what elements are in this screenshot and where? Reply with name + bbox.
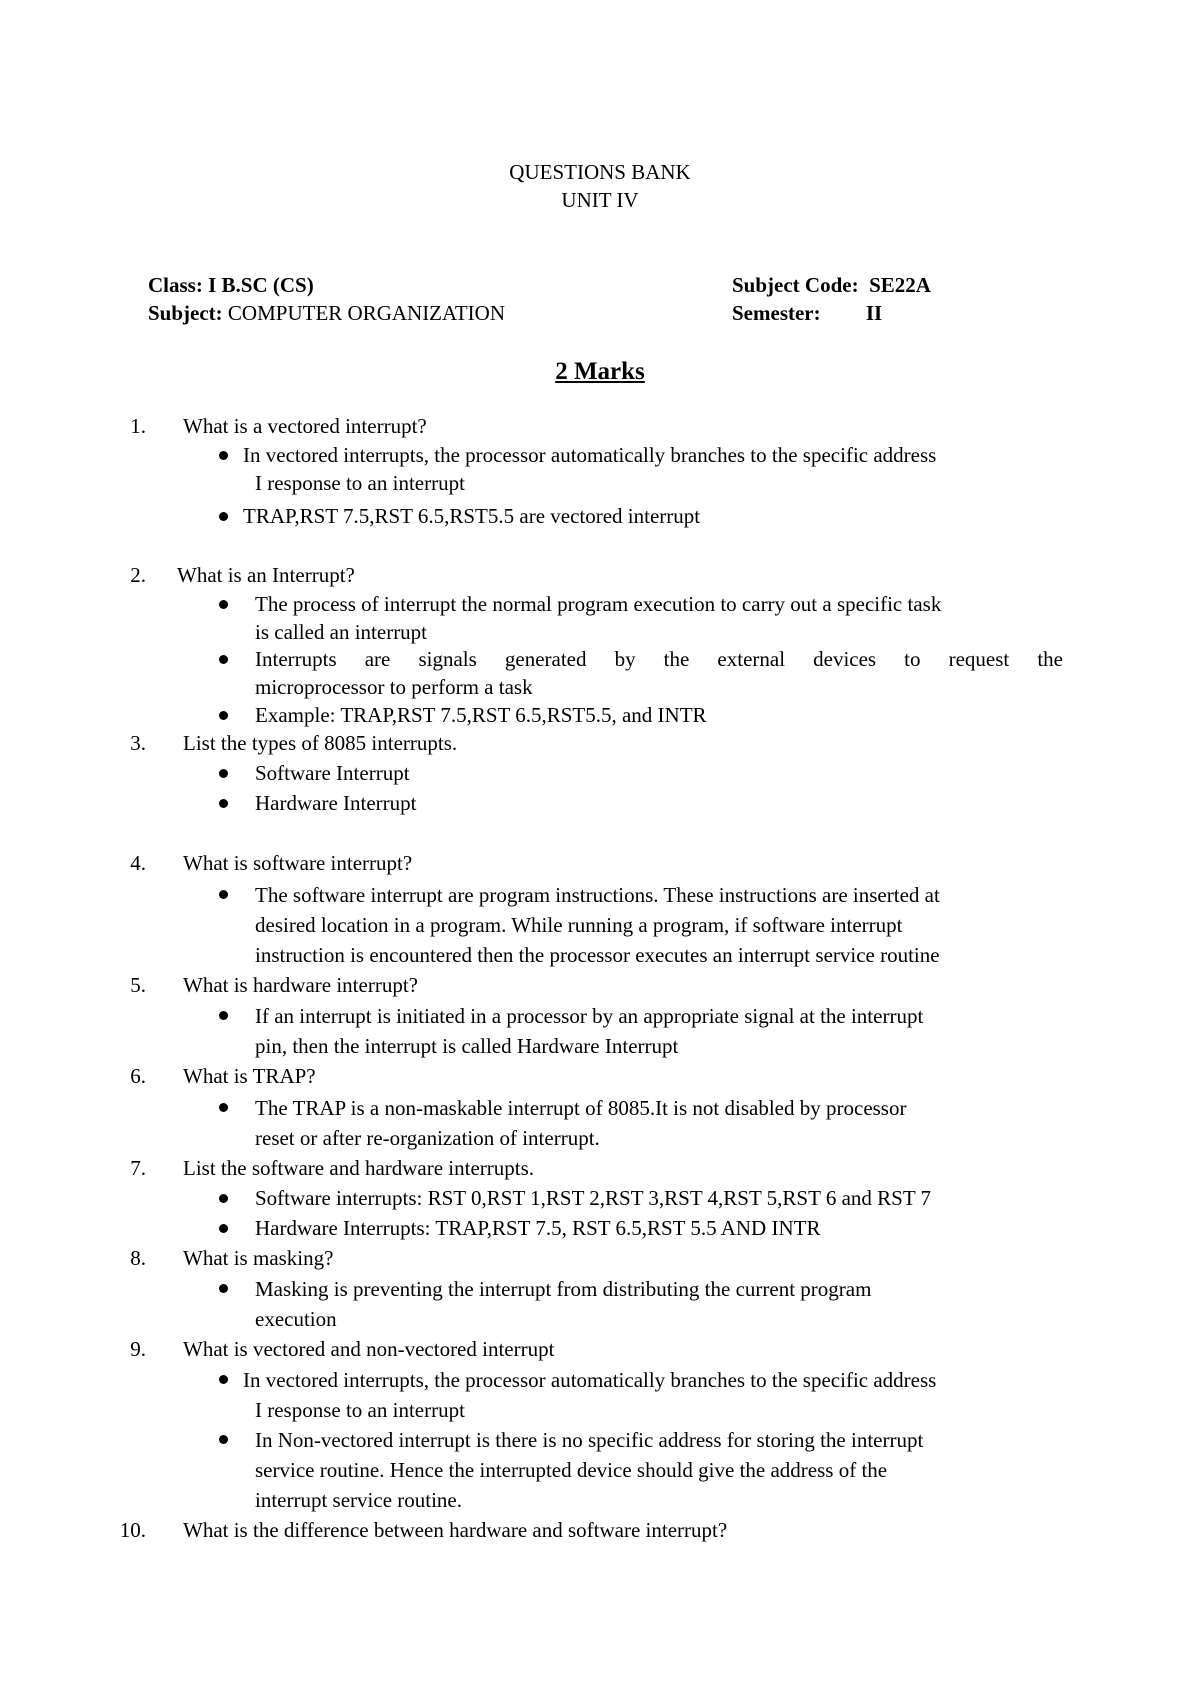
bullet-line: execution	[255, 1307, 337, 1331]
question-item	[0, 561, 1200, 589]
bullet-text	[243, 502, 1051, 530]
question-text: What is masking?	[183, 1246, 334, 1270]
bullet-line: desired location in a program. While running a program, if software interrupt	[255, 913, 903, 937]
question-text: List the software and hardware interrupts.	[183, 1156, 535, 1180]
bullet-line: instruction is encountered then the processor executes an interrupt service routine	[255, 943, 940, 967]
question-number: 4.	[130, 851, 146, 875]
semester	[732, 299, 882, 327]
question-text: List the types of 8085 interrupts.	[183, 731, 458, 755]
question-number: 9.	[130, 1337, 146, 1361]
bullet-text	[255, 759, 1063, 787]
bullet-icon	[219, 1435, 228, 1444]
bullet-text	[255, 1001, 1063, 1061]
bullet-line: The TRAP is a non-maskable interrupt of 8085.It is not disabled by processor	[255, 1096, 907, 1120]
question-item	[0, 729, 1200, 757]
bullet-line: pin, then the interrupt is called Hardware Interrupt	[255, 1034, 679, 1058]
question-text: What is the difference between hardware and software interrupt?	[183, 1518, 728, 1542]
question-number: 7.	[130, 1156, 146, 1180]
code-label: Subject Code:	[732, 273, 859, 297]
bullet-line: Software Interrupt	[255, 761, 410, 785]
doc-title: QUESTIONS BANK	[509, 160, 691, 184]
subject-code	[732, 271, 931, 299]
bullet-line: Hardware Interrupt	[255, 791, 417, 815]
meta-row-subject	[148, 299, 1048, 327]
question-item	[0, 1062, 1200, 1090]
bullet-text	[255, 1274, 1063, 1334]
question-item	[0, 1335, 1200, 1363]
doc-unit: UNIT IV	[561, 188, 639, 212]
section-heading: 2 Marks	[555, 358, 645, 385]
bullet-icon	[219, 890, 228, 899]
bullet-line: microprocessor to perform a task	[255, 675, 533, 699]
bullet-line: The software interrupt are program instructions. These instructions are inserted at	[255, 883, 940, 907]
question-text: What is hardware interrupt?	[183, 973, 418, 997]
bullet-line: interrupt service routine.	[255, 1488, 463, 1512]
bullet-line: I response to an interrupt	[255, 471, 465, 495]
bullet-text	[243, 441, 1051, 497]
question-number: 1.	[130, 414, 146, 438]
question-number: 10.	[119, 1518, 146, 1542]
bullet-text	[255, 701, 1063, 729]
bullet-line: TRAP,RST 7.5,RST 6.5,RST5.5 are vectored interrupt	[243, 504, 701, 528]
bullet-line: I response to an interrupt	[255, 1398, 465, 1422]
class-label: Class:	[148, 273, 203, 297]
question-text: What is an Interrupt?	[177, 563, 355, 587]
bullet-text	[255, 1093, 1063, 1153]
semester-label: Semester:	[732, 301, 821, 325]
bullet-line: service routine. Hence the interrupted device should give the address of the	[255, 1458, 888, 1482]
bullet-icon	[219, 1375, 228, 1384]
bullet-icon	[219, 769, 228, 778]
bullet-line: Hardware Interrupts: TRAP,RST 7.5, RST 6.5,RST 5.5 AND INTR	[255, 1216, 821, 1240]
bullet-icon	[219, 1224, 228, 1233]
question-item	[0, 412, 1200, 440]
bullet-text	[255, 789, 1063, 817]
bullet-line: Masking is preventing the interrupt from distributing the current program	[255, 1277, 872, 1301]
bullet-line: Example: TRAP,RST 7.5,RST 6.5,RST5.5, and INTR	[255, 703, 707, 727]
meta-row-class	[148, 271, 1048, 299]
bullet-icon	[219, 1011, 228, 1020]
question-text: What is TRAP?	[183, 1064, 316, 1088]
bullet-icon	[219, 1103, 228, 1112]
bullet-icon	[219, 711, 228, 720]
question-item	[0, 849, 1200, 877]
bullet-line: In vectored interrupts, the processor automatically branches to the specific address	[243, 1368, 937, 1392]
question-item	[0, 1516, 1200, 1544]
bullet-icon	[219, 600, 228, 609]
bullet-text	[255, 1425, 1063, 1515]
bullet-line: In Non-vectored interrupt is there is no specific address for storing the interrupt	[255, 1428, 924, 1452]
bullet-icon	[219, 799, 228, 808]
bullet-icon	[219, 655, 228, 664]
question-item	[0, 1154, 1200, 1182]
bullet-line: Software interrupts: RST 0,RST 1,RST 2,RST 3,RST 4,RST 5,RST 6 and RST 7	[255, 1186, 932, 1210]
bullet-line: If an interrupt is initiated in a processor by an appropriate signal at the interrupt	[255, 1004, 924, 1028]
question-number: 2.	[130, 563, 146, 587]
bullet-icon	[219, 512, 228, 521]
bullet-line: Interrupts are signals generated by the external devices to request the	[255, 647, 1063, 671]
semester-value: II	[865, 301, 883, 325]
bullet-text	[255, 590, 1063, 646]
bullet-text	[255, 1214, 1063, 1242]
code-value: SE22A	[869, 273, 931, 297]
bullet-line: The process of interrupt the normal program execution to carry out a specific task	[255, 592, 942, 616]
question-number: 5.	[130, 973, 146, 997]
question-text: What is software interrupt?	[183, 851, 413, 875]
question-number: 8.	[130, 1246, 146, 1270]
subject-label: Subject:	[148, 301, 223, 325]
question-number: 3.	[130, 731, 146, 755]
bullet-icon	[219, 451, 228, 460]
bullet-text	[243, 1365, 1051, 1425]
question-item	[0, 971, 1200, 999]
bullet-icon	[219, 1194, 228, 1203]
question-text: What is a vectored interrupt?	[183, 414, 427, 438]
bullet-text	[255, 880, 1063, 970]
class-value: I B.SC (CS)	[208, 273, 314, 297]
bullet-line: is called an interrupt	[255, 620, 428, 644]
bullet-text	[255, 645, 1063, 701]
subject-value: COMPUTER ORGANIZATION	[227, 301, 506, 325]
bullet-icon	[219, 1284, 228, 1293]
question-item	[0, 1244, 1200, 1272]
bullet-text	[255, 1184, 1063, 1212]
bullet-line: reset or after re-organization of interrupt.	[255, 1126, 600, 1150]
question-text: What is vectored and non-vectored interrupt	[183, 1337, 555, 1361]
question-number: 6.	[130, 1064, 146, 1088]
bullet-line: In vectored interrupts, the processor automatically branches to the specific address	[243, 443, 937, 467]
